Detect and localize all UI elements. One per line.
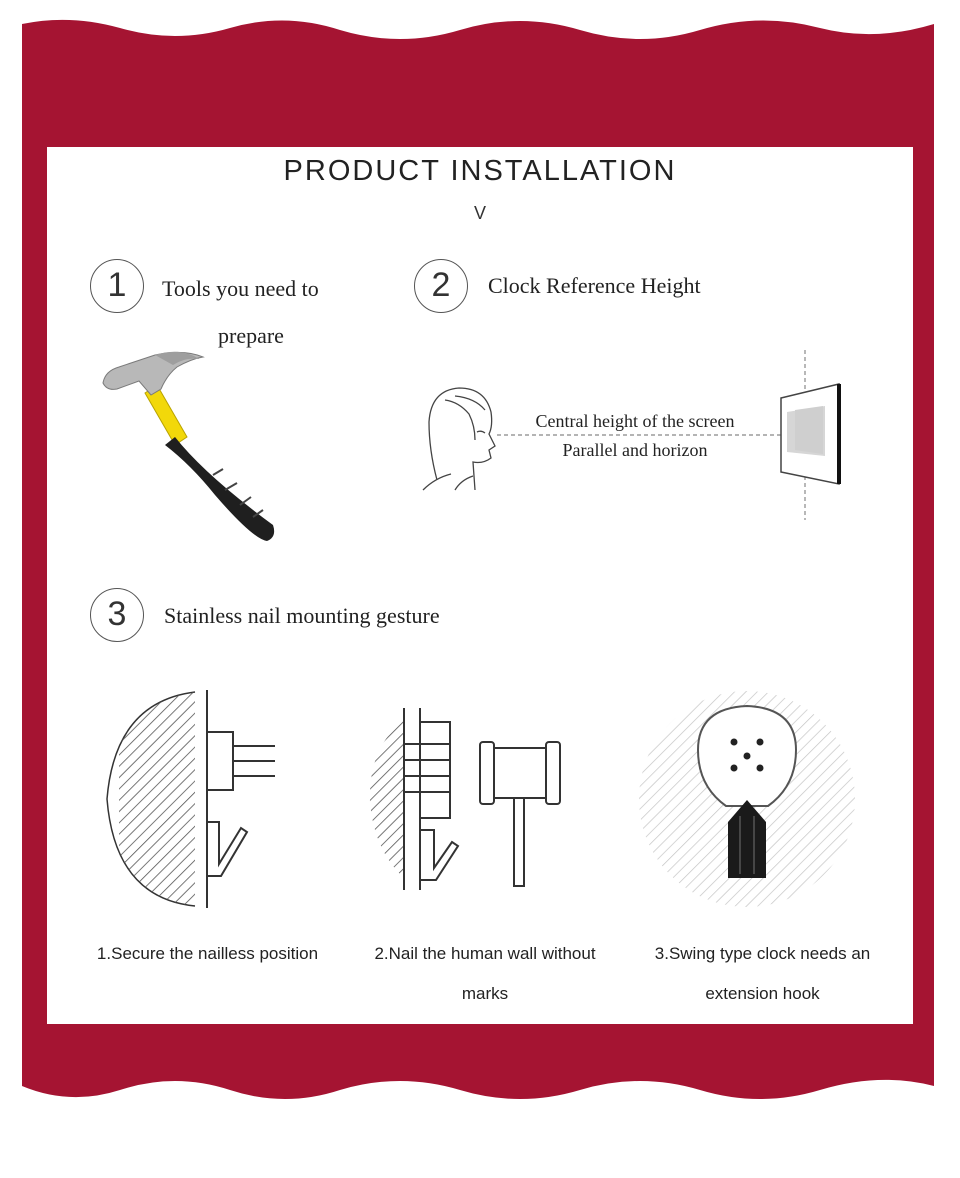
page-title: PRODUCT INSTALLATION xyxy=(283,155,677,187)
caption-3-line2: extension hook xyxy=(705,984,820,1003)
step-1-title: Tools you need to xyxy=(162,276,319,301)
caption-3-line1: 3.Swing type clock needs an xyxy=(654,944,871,963)
step-2-title: Clock Reference Height xyxy=(488,273,701,298)
secure-position-illustration xyxy=(95,688,295,910)
step-1-title-cont: prepare xyxy=(218,323,284,348)
height-note-line1: Central height of the screen xyxy=(500,411,770,432)
caption-2-line2: marks xyxy=(461,984,509,1003)
step-1-number: 1 xyxy=(90,259,144,313)
step-3-title: Stainless nail mounting gesture xyxy=(164,603,440,628)
caption-2-line1: 2.Nail the human wall without xyxy=(374,944,596,963)
nail-wall-illustration xyxy=(368,700,578,910)
step-2-number: 2 xyxy=(414,259,468,313)
height-reference-diagram xyxy=(415,350,855,520)
height-note-line2: Parallel and horizon xyxy=(562,440,708,460)
step-3-number: 3 xyxy=(90,588,144,642)
extension-hook-illustration xyxy=(636,688,858,910)
caption-1-line1: 1.Secure the nailless position xyxy=(96,944,319,963)
title-arrow: V xyxy=(473,203,486,223)
hammer-icon xyxy=(95,345,285,545)
